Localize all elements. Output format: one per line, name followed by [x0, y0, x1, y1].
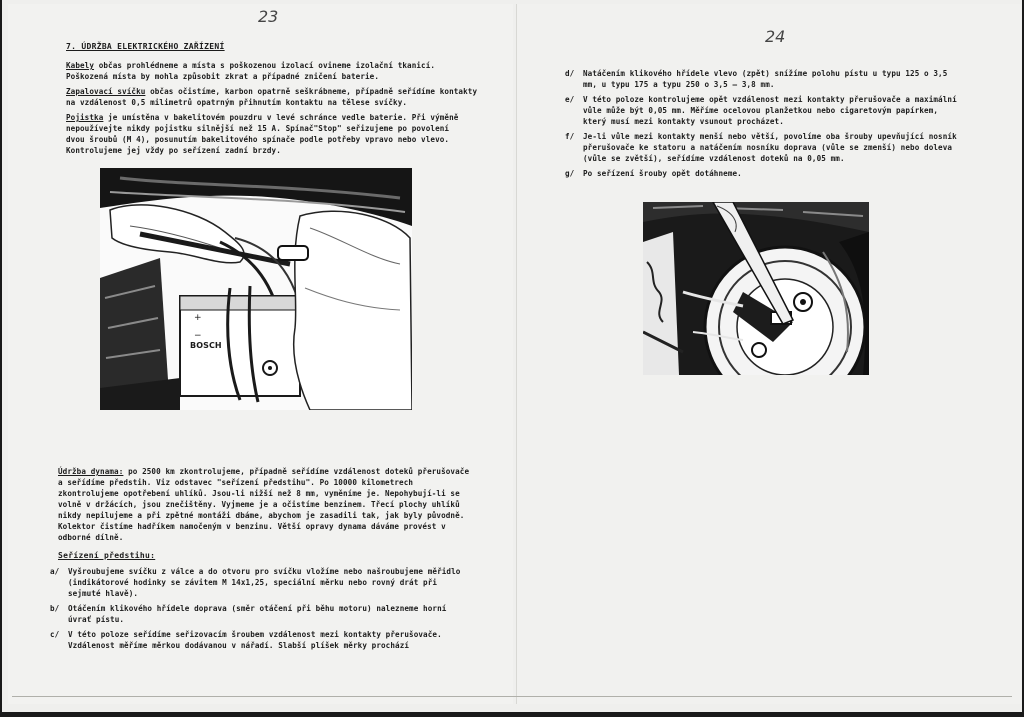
timing-item-b — [50, 603, 472, 625]
timing-item-e-text: V této poloze kontrolujeme opět vzdálenost mezi kontakty přerušovače a maximální vůle může být 0,05 mm. Měříme ocelovou planžetkou nebo cigaretovým papírkem, který musí mezi kontakty vsunout procházet. — [583, 95, 957, 126]
left-page — [8, 4, 513, 704]
svg-text:−: − — [194, 331, 202, 341]
timing-item-a-text: Vyšroubujeme svíčku z válce a do otvoru pro svíčku vložíme nebo našroubujeme měřidlo (indikátorové hodinky se závitem M 14x1,25, speciální měrku nebo rovný drát při sejmuté hlavě). — [68, 567, 461, 598]
section-heading: 7. ÚDRŽBA ELEKTRICKÉHO ZAŘÍZENÍ — [66, 42, 225, 51]
timing-item-g — [565, 168, 957, 179]
timing-item-e-mark: e/ — [565, 95, 575, 104]
timing-item-d-text: Natáčením klikového hřídele vlevo (zpět) snížíme polohu pístu u typu 125 o 3,5 mm, u typu 175 a typu 250 o 3,5 – 3,8 mm. — [583, 69, 948, 89]
cables-term: Kabely — [66, 61, 95, 70]
dynamo-term: Údržba dynama: — [58, 467, 124, 476]
breaker-photo — [643, 202, 869, 375]
timing-item-c — [50, 629, 472, 651]
cables-text: občas prohlédneme a místa s poškozenou izolací ovineme izolační tkanicí. Poškozená místa by mohla způsobit zkrat a případné zničení baterie. — [66, 61, 436, 81]
timing-list-continued — [565, 68, 957, 179]
right-page — [516, 4, 1021, 704]
timing-heading: Seřízení předstihu: — [58, 551, 156, 560]
timing-item-c-mark: c/ — [50, 630, 60, 639]
timing-item-f — [565, 131, 957, 164]
timing-item-d-mark: d/ — [565, 69, 575, 78]
battery-brand-label: BOSCH — [190, 341, 222, 350]
scanned-sheet — [2, 0, 1022, 712]
battery-photo — [100, 168, 412, 410]
dynamo-text: po 2500 km zkontrolujeme, případně seřídíme vzdálenost doteků přerušovače a seřídíme předstih. Viz odstavec "seřízení předstihu". Po 10000 kilometrech zkontrolujeme opotřebení uhlíků. Jsou-li nižší než 8 mm, vyměníme je. Nepohybují-li se volně v držácích, jsou znečištěny. Vyjmeme je a očistíme benzinem. Třecí plochy uhlíků nikdy nepilujeme a při zpětné montáži dbáme, abychom je zasadili tak, jak byly původně. Kolektor čistíme hadříkem namočeným v benzinu. Větší opravy dynama dáváme provést v odborné dílně. — [58, 467, 470, 542]
battery-photo-drawing — [100, 168, 412, 410]
timing-item-a — [50, 566, 472, 599]
timing-item-b-text: Otáčením klikového hřídele doprava (směr otáčení při běhu motoru) nalezneme horní úvrať pístu. — [68, 604, 447, 624]
spark-plug-text: občas očistíme, karbon opatrně seškrábneme, případně seřídíme kontakty na vzdálenost 0,5 milimetrů opatrným přihnutím kontaktu na tělese svíčky. — [66, 87, 478, 107]
fuse-term: Pojistka — [66, 113, 104, 122]
timing-item-d — [565, 68, 957, 90]
timing-item-f-text: Je-li vůle mezi kontakty menší nebo větší, povolíme oba šrouby upevňující nosník přerušovače ke statoru a natáčením nosníku doprava (vůle se zmenší) nebo doleva (vůle se zvětší), seřídíme vzdálenost doteků na 0,05 mm. — [583, 132, 957, 163]
breaker-photo-drawing — [643, 202, 869, 375]
timing-list — [50, 566, 472, 651]
timing-item-a-mark: a/ — [50, 567, 60, 576]
timing-item-g-mark: g/ — [565, 169, 575, 178]
timing-item-g-text: Po seřízení šrouby opět dotáhneme. — [583, 169, 742, 178]
fuse-paragraph — [66, 112, 471, 156]
timing-item-c-text: V této poloze seřídíme seřizovacím šroubem vzdálenost mezi kontakty přerušovače. Vzdálenost měříme měrkou dodávanou v nářadí. Slabší plíšek měrky prochází — [68, 630, 442, 650]
cables-paragraph — [66, 60, 476, 82]
page-bottom-edge — [12, 696, 1012, 697]
timing-item-f-mark: f/ — [565, 132, 575, 141]
spark-plug-paragraph — [66, 86, 486, 108]
page-number-left: 23 — [258, 7, 279, 26]
spark-plug-term: Zapalovací svíčku — [66, 87, 146, 96]
page-number-right: 24 — [765, 27, 786, 46]
fuse-text: je umístěna v bakelitovém pouzdru v levé schránce vedle baterie. Při výměně nepoužívejte nikdy pojistku silnější než 15 A. Spínač"Stop" seřizujeme po povolení dvou šroubů (M 4), posunutím bakelitového spínače podle potřeby vpravo nebo vlevo. Kontrolujeme jej vždy po seřízení zadní brzdy. — [66, 113, 459, 155]
timing-item-e — [565, 94, 957, 127]
dynamo-paragraph — [58, 466, 470, 543]
timing-item-b-mark: b/ — [50, 604, 60, 613]
svg-text:+: + — [194, 313, 202, 323]
